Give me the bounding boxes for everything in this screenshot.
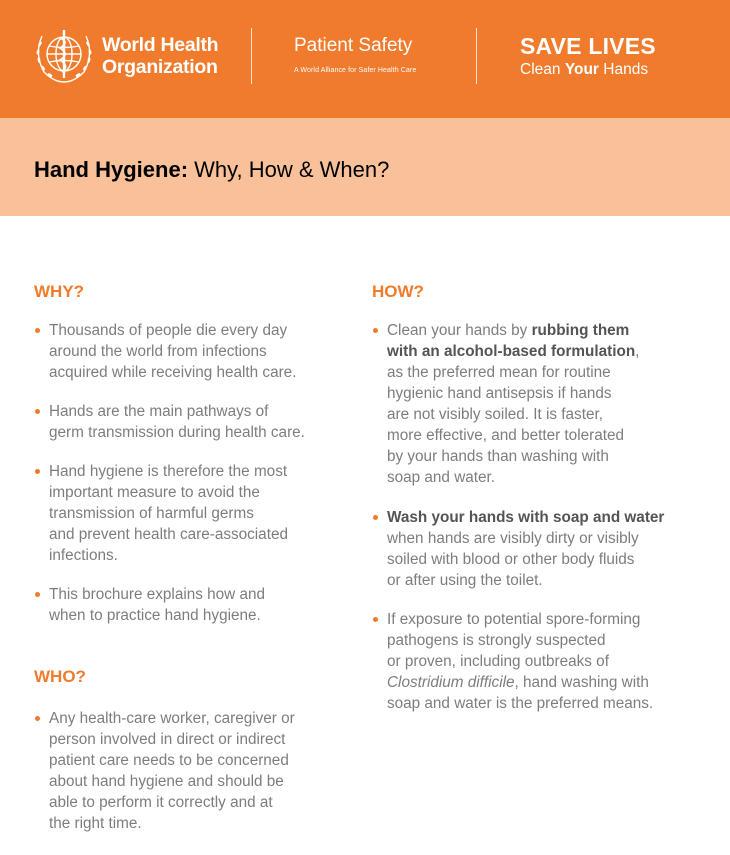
how-bullet: If exposure to potential spore-forming pathogens is strongly suspected or proven, including outbreaks of Clostridium difficile, hand washing with soap and water is the preferred means. [372, 609, 653, 714]
organization-name: World Health Organization [102, 34, 219, 78]
who-bullet: Any health-care worker, caregiver or person involved in direct or indirect patient care needs to be concerned about hand hygiene and should be able to perform it correctly and at the right time. [34, 708, 295, 834]
how-heading: HOW? [372, 282, 424, 301]
program-subtitle: A World Alliance for Safer Health Care [294, 67, 417, 74]
campaign-subtitle: Clean Your Hands [520, 61, 649, 78]
how-bullet: Clean your hands by rubbing them with an alcohol-based formulation, as the preferred mean for routine hygienic hand antisepsis if hands are not visibly soiled. It is faster, more effective, and better tolerated by your hands than washing with soap and water. [372, 320, 639, 488]
header-divider [251, 28, 252, 84]
who-heading: WHO? [34, 667, 86, 686]
why-bullet: Hand hygiene is therefore the most important measure to avoid the transmission of harmful germs and prevent health care-associated infections. [34, 461, 288, 566]
who-emblem-icon [30, 24, 98, 88]
why-bullet: Thousands of people die every day around the world from infections acquired while receiving health care. [34, 320, 296, 383]
why-heading: WHY? [34, 282, 85, 301]
how-bullet: Wash your hands with soap and water when hands are visibly dirty or visibly soiled with blood or other body fluids or after using the toilet. [372, 507, 664, 591]
page-title: Hand Hygiene: Why, How & When? [34, 157, 390, 182]
why-bullet: This brochure explains how and when to practice hand hygiene. [34, 584, 265, 626]
header-bar [0, 0, 730, 118]
header-divider [476, 28, 477, 84]
program-title: Patient Safety [294, 35, 413, 56]
campaign-title: SAVE LIVES [520, 33, 656, 59]
why-bullet: Hands are the main pathways of germ transmission during health care. [34, 401, 305, 443]
